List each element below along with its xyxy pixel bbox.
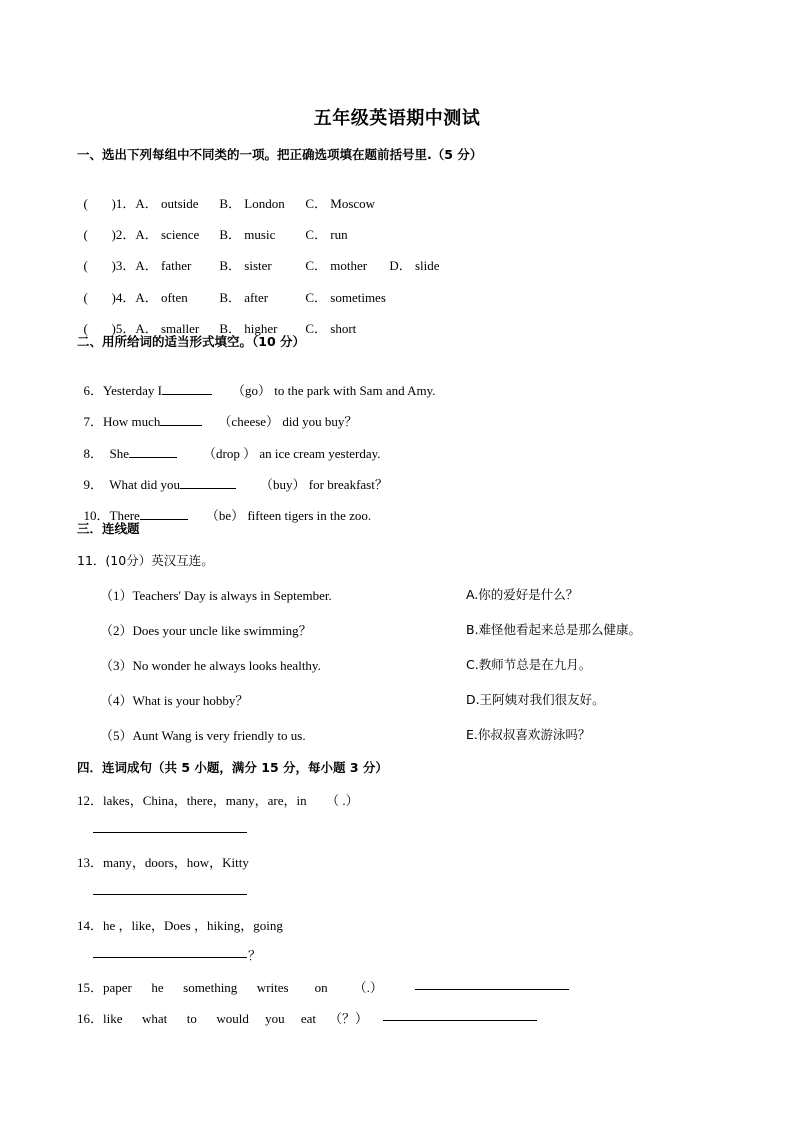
answer-line-15[interactable] — [415, 989, 569, 990]
match-left-2: （2）Does your uncle like swimming？ — [100, 623, 312, 638]
answer-line-12[interactable] — [93, 832, 247, 833]
section3-heading: 三．连线题 — [77, 521, 140, 536]
match-left-1: （1）Teachers' Day is always in September. — [100, 588, 332, 603]
match-right-a: A.你的爱好是什么？ — [466, 587, 579, 602]
answer-blank[interactable] — [129, 445, 177, 458]
section2-heading: 二、用所给词的适当形式填空。（10 分） — [77, 334, 305, 349]
match-right-e: E.你叔叔喜欢游泳吗？ — [466, 727, 591, 742]
order-question-16: 16．like what to would you eat （？） — [77, 1011, 369, 1026]
match-right-c: C.教师节总是在九月。 — [466, 657, 592, 672]
mc-question-3: ( )3．A． father B． sister C． mother D． slide — [83, 258, 440, 273]
match-right-d: D.王阿姨对我们很友好。 — [466, 692, 605, 707]
answer-blank[interactable] — [162, 382, 212, 395]
mc-question-5: ( )5．A． smaller B． higher C． short — [83, 321, 357, 336]
order-question-13: 13．many，doors，how，Kitty — [77, 855, 249, 870]
order-question-12: 12．lakes，China，there，many，are，in （ .） — [77, 793, 359, 808]
mc-question-2: ( )2．A． science B． music C． run — [83, 227, 348, 242]
fill-question-6: 6．Yesterday I （go） to the park with Sam and Amy. — [83, 383, 436, 398]
section4-heading: 四．连词成句（共 5 小题，满分 15 分，每小题 3 分） — [77, 760, 388, 775]
answer-blank[interactable] — [180, 476, 236, 489]
answer-line-14[interactable] — [93, 957, 247, 958]
fill-question-8: 8． She （drop ） an ice cream yesterday. — [83, 446, 381, 461]
order-question-14: 14．he ，like，Does ，hiking，going — [77, 918, 283, 933]
fill-question-10: 10．There （be） fifteen tigers in the zoo. — [83, 508, 372, 523]
matching-question: 11．(10分）英汉互连。 — [77, 553, 214, 568]
match-left-4: （4）What is your hobby？ — [100, 693, 249, 708]
question-mark: ？ — [248, 948, 262, 963]
match-left-5: （5）Aunt Wang is very friendly to us. — [100, 728, 306, 743]
answer-blank[interactable] — [140, 507, 188, 520]
answer-line-13[interactable] — [93, 894, 247, 895]
match-left-3: （3）No wonder he always looks healthy. — [100, 658, 321, 673]
order-question-15: 15．paper he something writes on （.） — [77, 980, 383, 995]
fill-question-7: 7．How much （cheese） did you buy？ — [83, 414, 358, 429]
match-right-b: B.难怪他看起来总是那么健康。 — [466, 622, 642, 637]
mc-question-4: ( )4．A． often B． after C． sometimes — [83, 290, 386, 305]
mc-question-1: ( )1．A． outside B． London C． Moscow — [83, 196, 376, 211]
answer-blank[interactable] — [160, 413, 202, 426]
fill-question-9: 9． What did you （buy） for breakfast？ — [83, 477, 388, 492]
page-title: 五年级英语期中测试 — [313, 108, 481, 129]
answer-line-16[interactable] — [383, 1020, 537, 1021]
section1-heading: 一、选出下列每组中不同类的一项。把正确选项填在题前括号里.（5 分） — [77, 147, 483, 162]
